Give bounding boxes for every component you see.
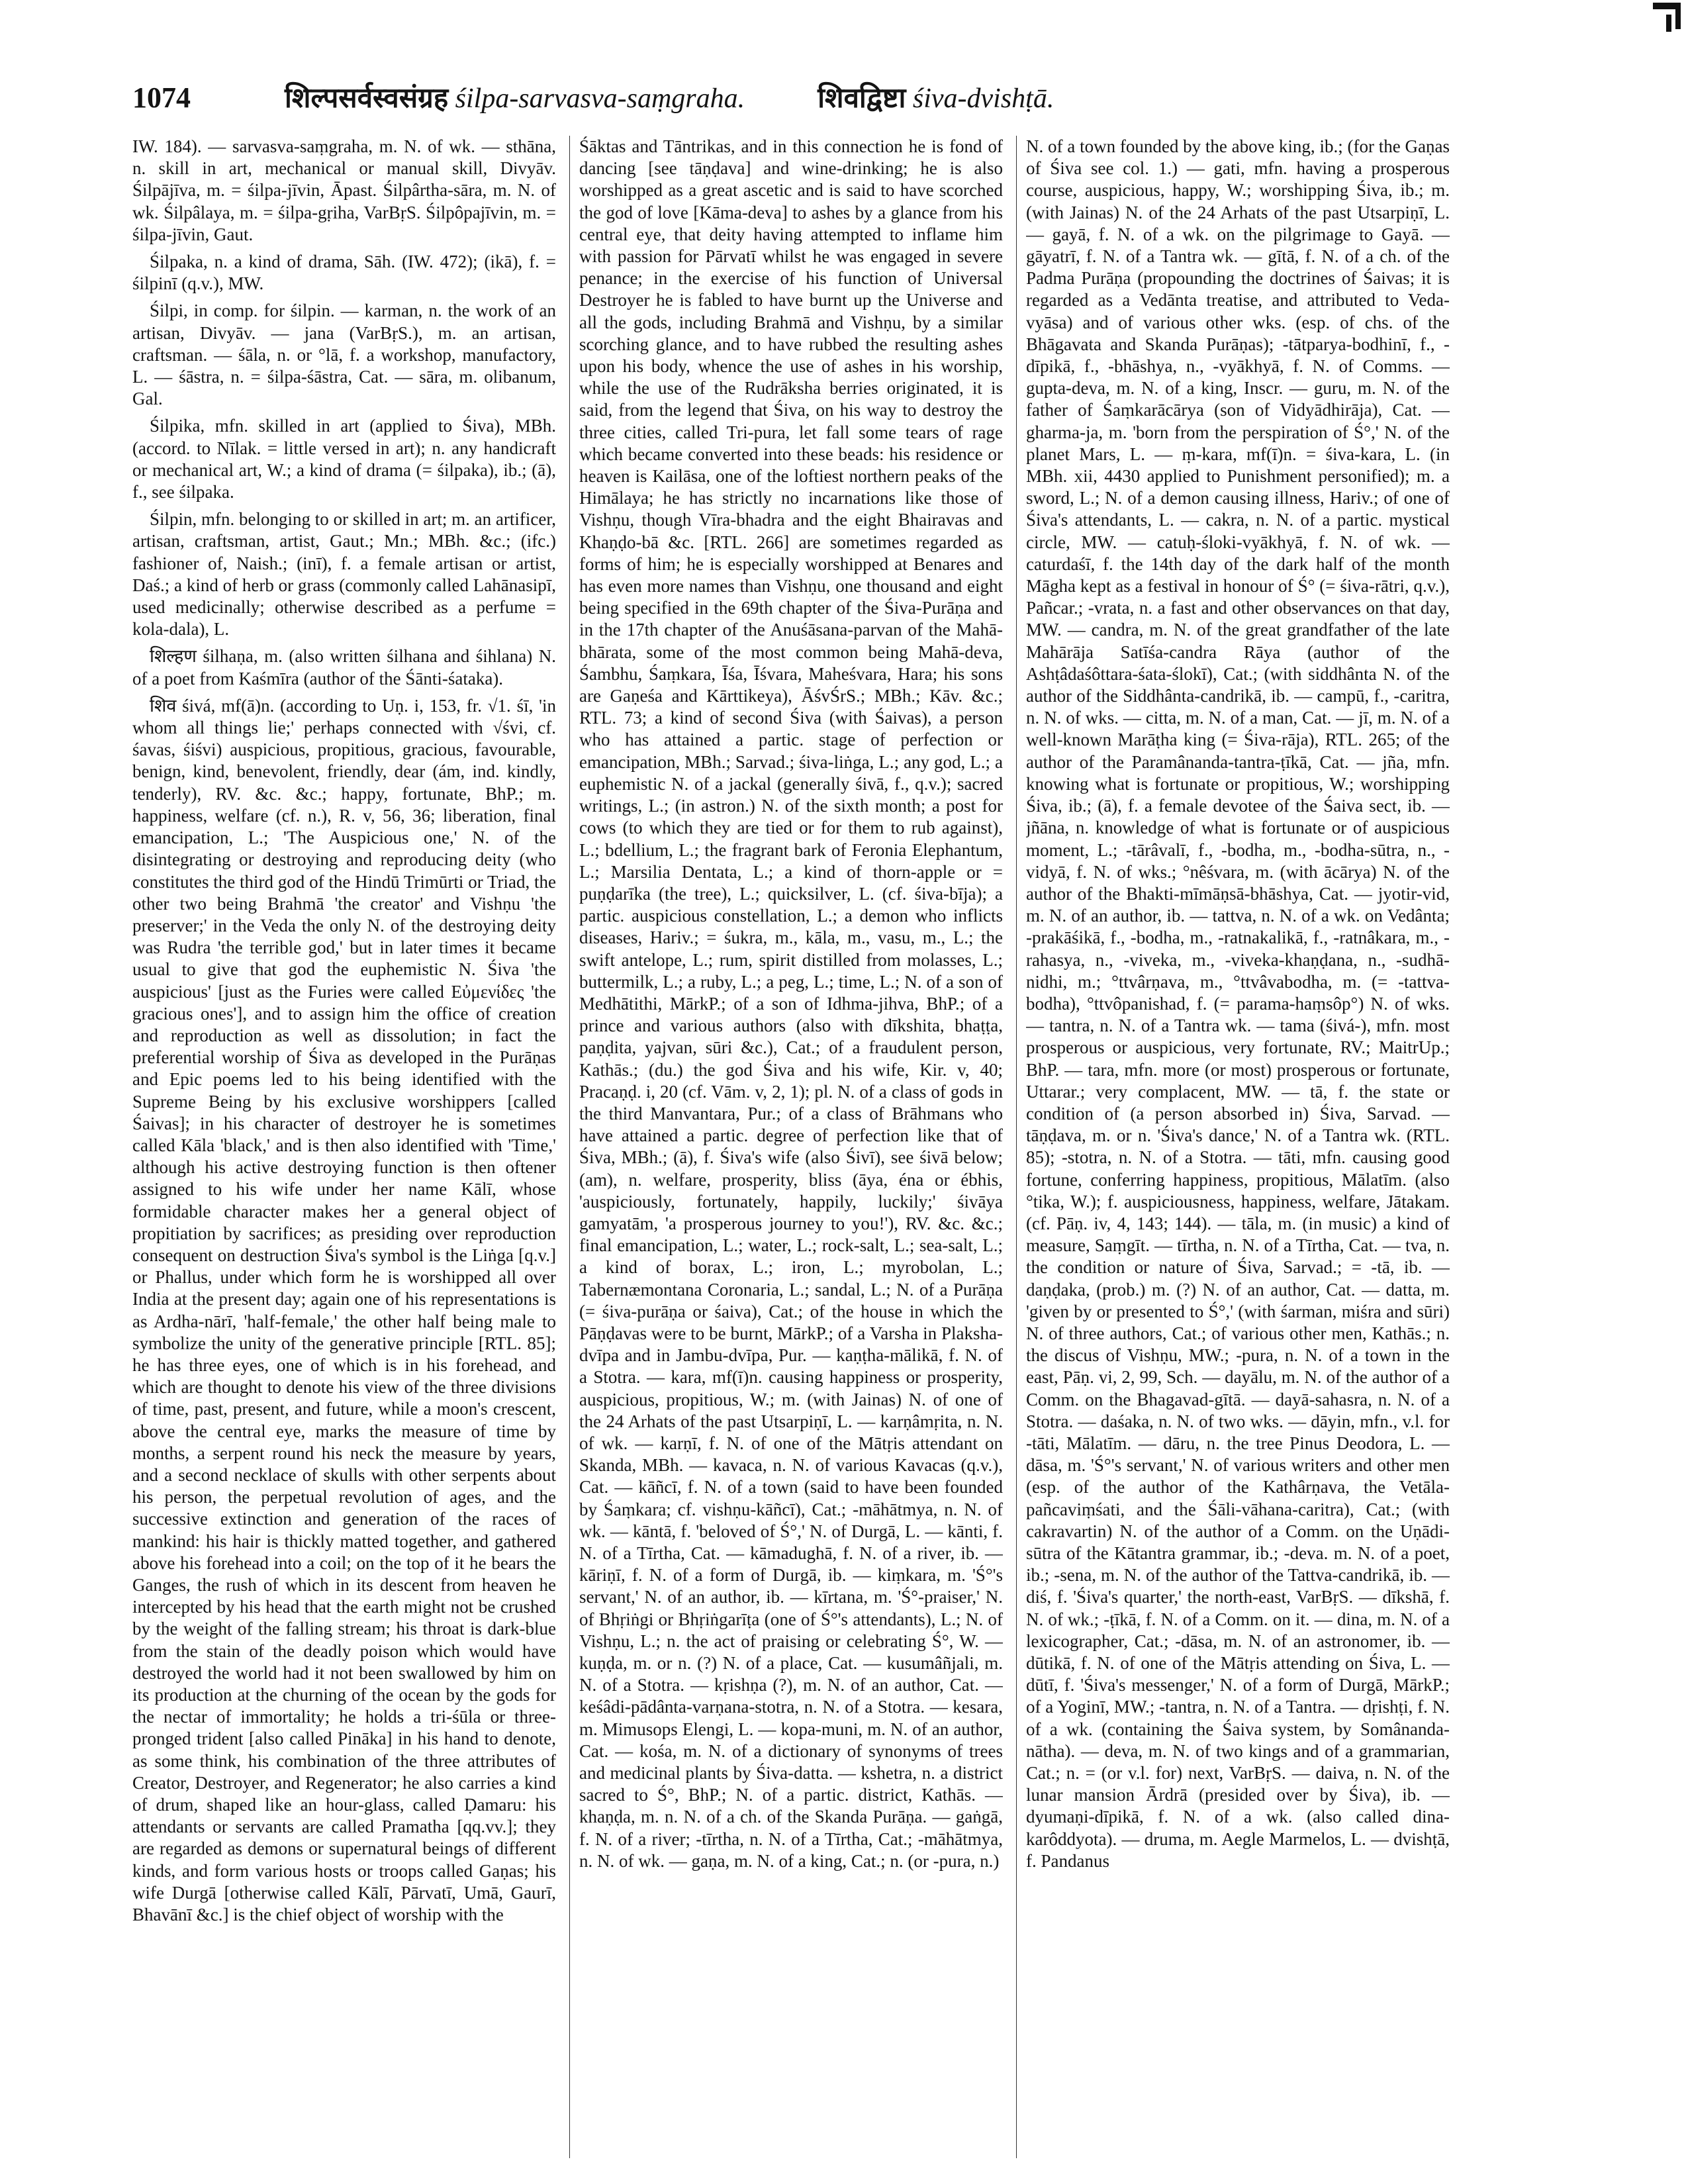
entry-paragraph: N. of a town founded by the above king, ib.; (for the Gaṇas of Śiva see col. 1.) — gati, mfn. having a prosperous course, auspicious, happy, W.; worshipping Śiva, ib.; m. (with Jainas) N. of the 24 Arhats of the past Utsarpiṇī, L. — gayā, f. N. of a wk. on the pilgrimage to Gayā. — gāyatrī, f. N. of a Tantra wk. — gītā, f. N. of a ch. of the Padma Purāṇa (propounding the doctrines of Śaivas; it is regarded as a Vedānta treatise, and attributed to Veda-vyāsa) and of various other wks. (esp. of chs. of the Bhāgavata and Skanda Purāṇas); -tātparya-bodhinī, f., -dīpikā, f., -bhāshya, n., -vyākhyā, f. N. of Comms. — gupta-deva, m. N. of a king, Inscr. — guru, m. N. of the father of Śaṃkarācārya (son of Vidyādhirāja), Cat. — gharma-ja, m. 'born from the perspiration of Ś°,' N. of the planet Mars, L. — ṃ-kara, mf(ī)n. = śiva-kara, L. (in MBh. xii, 4430 applied to Punishment personified); m. a sword, L.; N. of a demon causing illness, Hariv.; of one of Śiva's attendants, L. — cakra, n. N. of a partic. mystical circle, MW. — catuḥ-śloki-vyākhyā, f. N. of wk. — caturdaśī, f. the 14th day of the dark half of the month Māgha kept as a festival in honour of Ś° (= śiva-rātri, q.v.), Pañcar.; -vrata, n. a fast and other observances on that day, MW. — candra, m. N. of the great grandfather of the late Mahārāja Satīśa-candra Rāya (author of the Ashṭâdaśôttara-śata-ślokī), Cat.; (with siddhânta N. of the author of the Siddhânta-candrikā, ib. — campū, f., -caritra, n. N. of wks. — citta, m. N. of a man, Cat. — jī, m. N. of a well-known Marāṭha king (= Śiva-rāja), RTL. 265; of the author of the Paramânanda-tantra-ṭīkā, Cat. — jña, mfn. knowing what is fortunate or propitious, W.; worshipping Śiva, ib.; (ā), f. a female devotee of the Śaiva sect, ib. — jñāna, n. knowledge of what is fortunate or of auspicious moment, L.; -tārâvalī, f., -bodha, m., -bodha-sūtra, n., -vidyā, f. N. of wks.; °nêśvara, m. (with ācārya) N. of the author of the Bhakti-mīmāṇsā-bhāshya, Cat. — jyotir-vid, m. N. of an author, ib. — tattva, n. N. of a wk. on Vedânta; -prakāśikā, f., -bodha, m., -ratnakalikā, f., -ratnâkara, m., -rahasya, n., -viveka, m., -viveka-khaṇḍana, n., -sudhā-nidhi, m.; °ttvârṇava, m., °ttvâvabodha, m. (= -tattva-bodha), °ttvôpanishad, f. (= parama-haṃsôp°) N. of wks. — tantra, n. N. of a Tantra wk. — tama (śivá-), mfn. most prosperous or auspicious, very fortunate, RV.; MaitrUp.; BhP. — tara, mfn. more (or most) prosperous or fortunate, Uttarar.; very complacent, MW. — tā, f. the state or condition of (a person absorbed in) Śiva, Sarvad. — tāṇḍava, m. or n. 'Śiva's dance,' N. of a Tantra wk. (RTL. 85); -stotra, n. N. of a Stotra. — tāti, mfn. causing good fortune, conferring happiness, propitious, Mālatīm. (also °tika, W.); f. auspiciousness, happiness, welfare, Jātakam. (cf. Pāṇ. iv, 4, 143; 144). — tāla, m. (in music) a kind of measure, Saṃgīt. — tīrtha, n. N. of a Tīrtha, Cat. — tva, n. the condition or nature of Śiva, Sarvad.; = -tā, ib. — daṇḍaka, (prob.) m. (?) N. of an author, Cat. — datta, m. 'given by or presented to Ś°,' (with śarman, miśra and sūri) N. of three authors, Cat.; of various other men, Kathās.; n. the discus of Vishṇu, MW.; -pura, n. N. of a town in the east, Pāṇ. vi, 2, 99, Sch. — dayālu, m. N. of the author of a Comm. on the Bhagavad-gītā. — dayā-sahasra, n. N. of a Stotra. — daśaka, n. N. of two wks. — dāyin, mfn., v.l. for -tāti, Mālatīm. — dāru, n. the tree Pinus Deodora, L. — dāsa, m. 'Ś°'s servant,' N. of various writers and other men (esp. of the author of the Kathârṇava, the Vetāla-pañcaviṃśati, and the Śāli-vāhana-caritra), Cat.; (with cakravartin) N. of the author of a Comm. on the Uṇādi-sūtra of the Kātantra grammar, ib.; -deva. m. N. of a poet, ib.; -sena, m. N. of the author of the Tattva-candrikā, ib. — diś, f. 'Śiva's quarter,' the north-east, VarBṛS. — dīkshā, f. N. of wk.; -ṭīkā, f. N. of a Comm. on it. — dina, m. N. of a lexicographer, Cat.; -dāsa, m. N. of an astronomer, ib. — dūtikā, f. N. of one of the Mātṛis attending on Śiva, L. — dūtī, f. 'Śiva's messenger,' N. of a form of Durgā, MārkP.; of a Yoginī, MW.; -tantra, n. N. of a Tantra. — dṛishṭi, f. N. of a wk. (containing the Śaiva system, by Somânanda-nātha). — deva, m. N. of two kings and of a grammarian, Cat.; n. = (or v.l. for) next, VarBṛS. — daiva, n. N. of the lunar mansion Ārdrā (presided over by Śiva), ib. — dyumaṇi-dīpikā, f. N. of a wk. (also called dina-karôddyota). — druma, m. Aegle Marmelos, L. — dvishṭā, f. Pandanus bbox=[1026, 136, 1450, 1871]
entry-paragraph: शिव śivá, mf(ā)n. (according to Uṇ. i, 153, fr. √1. śī, 'in whom all things lie;' perhaps connected with √śvi, cf. śavas, śiśvi) auspicious, propitious, gracious, favourable, benign, kind, benevolent, friendly, dear (ám, ind. kindly, tenderly), RV. &c. &c.; happy, fortunate, BhP.; m. happiness, welfare (cf. n.), R. v, 56, 36; liberation, final emancipation, L.; 'The Auspicious one,' N. of the disintegrating or destroying and reproducing deity (who constitutes the third god of the Hindū Trimūrti or Triad, the other two being Brahmā 'the creator' and Vishṇu 'the preserver;' in the Veda the only N. of the destroying deity was Rudra 'the terrible god,' but in later times it became usual to give that god the euphemistic N. Śiva 'the auspicious' [just as the Furies were called Εὐμενίδες 'the gracious ones'], and to assign him the office of creation and reproduction as well as dissolution; in fact the preferential worship of Śiva as developed in the Purāṇas and Epic poems led to his being identified with the Supreme Being by his exclusive worshippers [called Śaivas]; in his character of destroyer he is sometimes called Kāla 'black,' and is then also identified with 'Time,' although his active destroying function is then oftener assigned to his wife under her name Kālī, whose formidable character makes her a general object of propitiation by sacrifices; as presiding over reproduction consequent on destruction Śiva's symbol is the Liṅga [q.v.] or Phallus, under which form he is worshipped all over India at the present day; again one of his representations is as Ardha-nārī, 'half-female,' the other half being male to symbolize the unity of the generative principle [RTL. 85]; he has three eyes, one of which is in his forehead, and which are thought to denote his view of the three divisions of time, past, present, and future, while a moon's crescent, above the central eye, marks the measure of time by months, a serpent round his neck the measure by years, and a second necklace of skulls with other serpents about his person, the perpetual revolution of ages, and the successive extinction and generation of the races of mankind: his hair is thickly matted together, and gathered above his forehead into a coil; on the top of it he bears the Ganges, the rush of which in its descent from heaven he intercepted by his head that the earth might not be crushed by the weight of the falling stream; his throat is dark-blue from the stain of the deadly poison which would have destroyed the world had it not been swallowed by him on its production at the churning of the ocean by the gods for the nectar of immortality; he holds a tri-śūla or three-pronged trident [also called Pināka] in his hand to denote, as some think, his combination of the three attributes of Creator, Destroyer, and Regenerator; he also carries a kind of drum, shaped like an hour-glass, called Ḍamaru: his attendants or servants are called Pramatha [qq.vv.]; they are regarded as demons or supernatural beings of different kinds, and form various hosts or troops called Gaṇas; his wife Durgā [otherwise called Kālī, Pārvatī, Umā, Gaurī, Bhavānī &c.] is the chief object of worship with the bbox=[132, 695, 556, 1925]
page-header bbox=[132, 78, 1569, 124]
entry-paragraph: Śilpin, mfn. belonging to or skilled in art; m. an artificer, artisan, craftsman, artist, Gaut.; Mn.; MBh. &c.; (ifc.) fashioner of, Naish.; (inī), f. a female artisan or artist, Daś.; a kind of herb or grass (commonly called Lahānasipī, used medicinally; otherwise described as a perfume = kola-dala), L. bbox=[132, 509, 556, 640]
entry-paragraph: Śilpi, in comp. for śilpin. — karman, n. the work of an artisan, Divyāv. — jana (VarBṛS.), m. an artisan, craftsman. — śāla, n. or °lā, f. a workshop, manufactory, L. — śāstra, n. = śilpa-śāstra, Cat. — sāra, m. olibanum, Gal. bbox=[132, 301, 556, 409]
column-divider-2 bbox=[1016, 136, 1017, 2158]
column-1 bbox=[132, 136, 556, 2161]
right-head-translit: śiva-dvishṭā. bbox=[912, 83, 1054, 114]
entry-paragraph: IW. 184). — sarvasva-saṃgraha, m. N. of wk. — sthāna, n. skill in art, mechanical or manual skill, Divyāv. Śilpājīva, m. = śilpa-jīvin, Āpast. Śilpârtha-sāra, m. N. of wk. Śilpâlaya, m. = śilpa-gṛiha, VarBṛS. Śilpôpajīvin, m. = śilpa-jīvin, Gaut. bbox=[132, 136, 556, 244]
entry-paragraph: शिल्हण śilhaṇa, m. (also written śilhana and śihlana) N. of a poet from Kaśmīra (author of the Śānti-śataka). bbox=[132, 646, 556, 688]
entry-paragraph: Śāktas and Tāntrikas, and in this connection he is fond of dancing [see tāṇḍava] and wine-drinking; he is also worshipped as a great ascetic and is said to have scorched the god of love [Kāma-deva] to ashes by a glance from his central eye, that deity having attempted to inflame him with passion for Pārvatī whilst he was engaged in severe penance; in the exercise of his function of Universal Destroyer he is fabled to have burnt up the Universe and all the gods, including Brahmā and Vishṇu, by a similar scorching glance, and to have rubbed the resulting ashes upon his body, whence the use of ashes in his worship, while the use of the Rudrāksha berries originated, it is said, from the legend that Śiva, on his way to destroy the three cities, called Tri-pura, let fall some tears of rage which became converted into these beads: his residence or heaven is Kailāsa, one of the loftiest northern peaks of the Himālaya; he has strictly no incarnations like those of Vishṇu, though Vīra-bhadra and the eight Bhairavas and Khaṇḍo-bā &c. [RTL. 266] are sometimes regarded as forms of him; he is especially worshipped at Benares and has even more names than Vishṇu, one thousand and eight being specified in the 69th chapter of the Śiva-Purāṇa and in the 17th chapter of the Anuśāsana-parvan of the Mahā-bhārata, some of the most common being Mahā-deva, Śambhu, Śaṃkara, Īśa, Īśvara, Maheśvara, Hara; his sons are Gaṇeśa and Kārttikeya), ĀśvŚrS.; MBh.; Kāv. &c.; RTL. 73; a kind of second Śiva (with Śaivas), a person who has attained a partic. stage of perfection or emancipation, MBh.; Sarvad.; śiva-liṅga, L.; any god, L.; a euphemistic N. of a jackal (generally śivā, f., q.v.); sacred writings, L.; (in astron.) N. of the sixth month; a post for cows (to which they are tied or for them to rub against), L.; bdellium, L.; the fragrant bark of Feronia Elephantum, L.; Marsilia Dentata, L.; a kind of thorn-apple or = puṇḍarīka (the tree), L.; quicksilver, L. (cf. śiva-bīja); a partic. auspicious constellation, L.; a demon who inflicts diseases, Hariv.; = śukra, m., kāla, m., vasu, m., L.; the swift antelope, L.; rum, spirit distilled from molasses, L.; buttermilk, L.; a ruby, L.; a peg, L.; time, L.; N. of a son of Medhātithi, MārkP.; of a son of Idhma-jihva, BhP.; of a prince and various authors (also with dīkshita, bhaṭṭa, paṇḍita, yajvan, sūri &c.), Cat.; of a fraudulent person, Kathās.; (du.) the god Śiva and his wife, Kir. v, 40; Pracaṇḍ. i, 20 (cf. Vām. v, 2, 1); pl. N. of a class of gods in the third Manvantara, Pur.; of a class of Brāhmans who have attained a partic. degree of perfection like that of Śiva, MBh.; (ā), f. Śiva's wife (also Śivī), see śivā below; (am), n. welfare, prosperity, bliss (āya, éna or ébhis, 'auspiciously, fortunately, happily, luckily;' śivāya gamyatām, 'a prosperous journey to you!'), RV. &c. &c.; final emancipation, L.; water, L.; rock-salt, L.; sea-salt, L.; a kind of borax, L.; iron, L.; myrobolan, L.; Tabernæmontana Coronaria, L.; sandal, L.; N. of a Purāṇa (= śiva-purāṇa or śaiva), Cat.; of the house in which the Pāṇḍavas were to be burnt, MārkP.; of a Varsha in Plaksha-dvīpa and in Jambu-dvīpa, Pur. — kaṇṭha-mālikā, f. N. of a Stotra. — kara, mf(ī)n. causing happiness or prosperity, auspicious, propitious, W.; m. (with Jainas) N. of one of the 24 Arhats of the past Utsarpiṇī, L. — karṇâmṛita, n. N. of wk. — karṇī, f. N. of one of the Mātṛis attendant on Skanda, MBh. — kavaca, n. N. of various Kavacas (q.v.), Cat. — kāñcī, f. N. of a town (said to have been founded by Śaṃkara; cf. vishṇu-kāñcī), Cat.; -māhātmya, n. N. of wk. — kāntā, f. 'beloved of Ś°,' N. of Durgā, L. — kānti, f. N. of a Tīrtha, Cat. — kāmadughā, f. N. of a river, ib. — kāriṇī, f. N. of a form of Durgā, ib. — kiṃkara, m. 'Ś°'s servant,' N. of an author, ib. — kīrtana, m. 'Ś°-praiser,' N. of Bhṛiṅgi or Bhṛiṅgarīṭa (one of Ś°'s attendants), L.; N. of Vishṇu, L.; n. the act of praising or celebrating Ś°, W. — kuṇḍa, m. or n. (?) N. of a place, Cat. — kusumâñjali, m. N. of a Stotra. — kṛishṇa (?), m. N. of an author, Cat. — keśâdi-pādânta-varṇana-stotra, n. N. of a Stotra. — kesara, m. Mimusops Elengi, L. — kopa-muni, m. N. of an author, Cat. — kośa, m. N. of a dictionary of synonyms of trees and medicinal plants by Śiva-datta. — kshetra, n. a district sacred to Ś°, BhP.; N. of a partic. district, Kathās. — khaṇḍa, m. n. N. of a ch. of the Skanda Purāṇa. — gaṅgā, f. N. of a river; -tīrtha, n. N. of a Tīrtha, Cat.; -māhātmya, n. N. of wk. — gaṇa, m. N. of a king, Cat.; n. (or -pura, n.) bbox=[579, 136, 1003, 1871]
entry-paragraph: Śilpika, mfn. skilled in art (applied to Śiva), MBh. (accord. to Nīlak. = little versed in art); n. any handicraft or mechanical art, W.; a kind of drama (= śilpaka), ib.; (ā), f., see śilpaka. bbox=[132, 416, 556, 502]
right-head-devanagari: शिवद्विष्टा bbox=[818, 83, 906, 114]
column-3 bbox=[1026, 136, 1450, 2161]
column-divider-1 bbox=[569, 136, 570, 2158]
left-head-translit: śilpa-sarvasva-saṃgraha. bbox=[455, 83, 745, 114]
right-running-head bbox=[818, 78, 1054, 116]
column-2 bbox=[579, 136, 1003, 2161]
entry-paragraph: Śilpaka, n. a kind of drama, Sāh. (IW. 472); (ikā), f. = śilpinī (q.v.), MW. bbox=[132, 252, 556, 294]
left-running-head bbox=[285, 78, 745, 116]
page-number: 1074 bbox=[132, 81, 191, 114]
page-edge-mark-icon bbox=[1640, 0, 1686, 40]
left-head-devanagari: शिल्पसर्वस्वसंग्रह bbox=[285, 83, 449, 114]
